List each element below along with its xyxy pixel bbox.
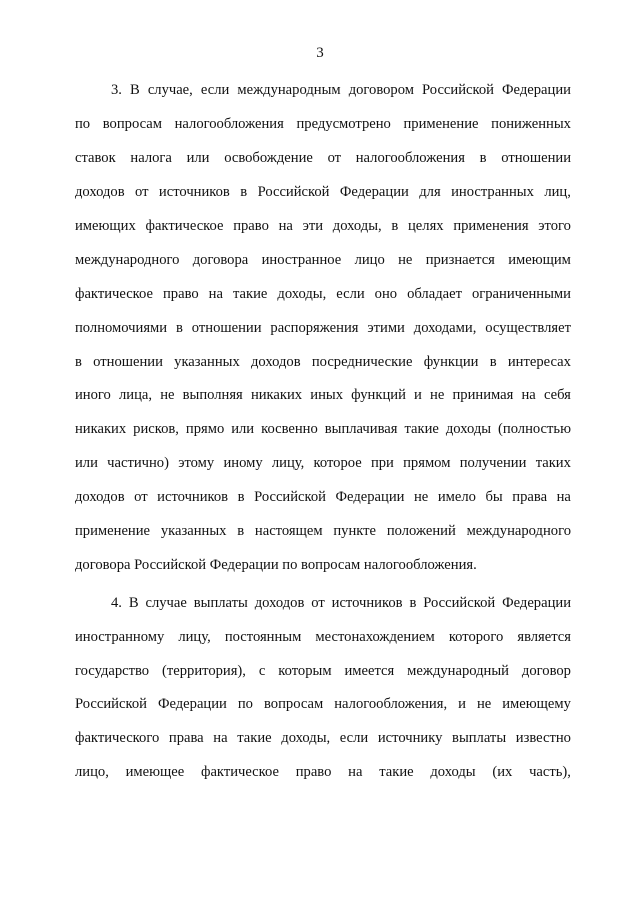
word: доходы, [332, 218, 382, 234]
word: право [295, 764, 332, 781]
word: В [130, 82, 140, 99]
word: налогообложения [355, 150, 465, 167]
text-line [75, 277, 571, 311]
word: договора [192, 251, 249, 268]
word: на [348, 764, 363, 781]
word: договором [348, 82, 414, 99]
text-line [75, 481, 571, 515]
word: отношении [191, 319, 262, 336]
word: для [419, 184, 441, 201]
word: случае [145, 594, 187, 611]
word: международный [407, 662, 509, 679]
word: является [517, 628, 571, 645]
word: и [458, 696, 466, 713]
word: доходы, [277, 285, 327, 302]
word: источников [331, 594, 403, 611]
word: ограниченными [471, 285, 571, 302]
page-number: 3 [316, 45, 324, 61]
text-line [75, 176, 571, 210]
word: в [479, 150, 487, 167]
word: иностранное [261, 251, 342, 268]
word: таких [535, 455, 571, 472]
word: не [414, 489, 429, 506]
word: никаких [250, 387, 303, 404]
word: имеющее [125, 764, 185, 781]
word: Федерации [502, 82, 571, 99]
word: в [237, 489, 245, 506]
text-line [75, 586, 571, 620]
word: эти [302, 218, 324, 234]
word: доходы [430, 764, 476, 781]
word: доходы [445, 421, 492, 438]
word: права [168, 730, 204, 747]
word: не [430, 387, 445, 404]
word: применение [403, 116, 479, 133]
word: осуществляет [485, 319, 571, 336]
word: имеющих [75, 218, 136, 234]
word: 4. [111, 594, 122, 611]
word: прямо [185, 421, 225, 438]
word: доходов [254, 594, 305, 611]
word: такие [379, 764, 414, 781]
word: налогообложения [174, 116, 284, 133]
word: получении [459, 455, 527, 472]
word: не [160, 387, 175, 404]
word: иностранному [75, 628, 165, 645]
word: настоящем [254, 523, 323, 540]
word: себя [543, 387, 571, 404]
word: случае, [147, 82, 193, 99]
word: часть), [529, 764, 571, 781]
word: известно [515, 730, 571, 747]
word: источников [157, 489, 229, 506]
word: Российской [75, 696, 147, 713]
word: пониженных [491, 116, 571, 133]
word: отношении [501, 150, 571, 167]
word: в [75, 353, 82, 370]
word: имеющему [502, 696, 571, 713]
word: такие [232, 285, 268, 302]
word: доходов [75, 489, 125, 506]
word: Федерации [335, 489, 405, 506]
word: частично) [107, 455, 169, 472]
word: договор [521, 662, 571, 679]
word: в [409, 594, 417, 611]
word: и [414, 387, 422, 404]
word: никаких [75, 421, 127, 438]
word: вопросам [102, 116, 162, 133]
word: такие [404, 421, 439, 438]
word: доходы, [281, 730, 331, 747]
word: на [521, 387, 536, 404]
word: иных [310, 387, 343, 404]
paragraph-4 [75, 586, 571, 789]
word: постоянным [224, 628, 302, 645]
text-line [75, 345, 571, 379]
word: выплачивая [324, 421, 398, 438]
text-line [75, 108, 571, 142]
word: местонахождением [315, 628, 435, 645]
word: интересах [507, 353, 571, 370]
text-line [75, 722, 571, 756]
word: на [213, 730, 228, 747]
word: лицо [354, 251, 385, 268]
word: государство [75, 662, 150, 679]
word: или [75, 455, 98, 472]
text-line [75, 311, 571, 345]
word: лицу, [178, 628, 211, 645]
word: В [128, 594, 139, 611]
line-text: договора Российской Федерации по вопросам налогообложения. [75, 556, 477, 573]
paragraph-3 [75, 74, 571, 582]
word: лицу, [271, 455, 305, 472]
word: этого [538, 218, 571, 234]
word: международного [466, 523, 571, 540]
word: (территория), [162, 662, 246, 679]
word: права [512, 489, 548, 506]
word: фактического [75, 730, 160, 747]
word: право [162, 285, 199, 302]
word: не [476, 696, 492, 713]
word: лицо, [75, 764, 109, 781]
word: иностранных [451, 184, 534, 201]
word: посреднические [311, 353, 413, 370]
text-line [75, 243, 571, 277]
word: источников [158, 184, 230, 201]
word: указанных [174, 353, 240, 370]
word: рисков, [133, 421, 179, 438]
word: ставок [75, 150, 116, 167]
word: Российской [257, 184, 330, 201]
text-line [75, 548, 571, 582]
word: в [391, 218, 399, 234]
word: признается [425, 251, 495, 268]
word: на [556, 489, 571, 506]
word: выплаты [452, 730, 507, 747]
word: налога [130, 150, 172, 167]
word: с [258, 662, 266, 679]
word: имело [437, 489, 476, 506]
word: распоряжения [270, 319, 359, 336]
word: освобождение [224, 150, 313, 167]
text-line [75, 210, 571, 244]
word: бы [485, 489, 503, 506]
word: косвенно [261, 421, 318, 438]
word: функции [423, 353, 479, 370]
text-line [75, 654, 571, 688]
word: Российской [423, 594, 496, 611]
word: по [237, 696, 253, 713]
word: имеется [344, 662, 395, 679]
word: Федерации [339, 184, 409, 201]
word: доходов [251, 353, 301, 370]
word: на [208, 285, 223, 302]
word: целях [408, 218, 444, 234]
word: этому [178, 455, 215, 472]
text-line [75, 515, 571, 549]
word: в [175, 319, 183, 336]
word: пункте [333, 523, 377, 540]
word: Федерации [157, 696, 227, 713]
word: от [327, 150, 342, 167]
word: иному [223, 455, 263, 472]
word: имеющим [508, 251, 571, 268]
word: иного [75, 387, 111, 404]
word: на [278, 218, 293, 234]
word: (полностью [498, 421, 571, 438]
word: если [339, 730, 369, 747]
word: в [240, 184, 248, 201]
word: международного [75, 251, 180, 268]
word: Российской [422, 82, 494, 99]
word: обладает [407, 285, 462, 302]
word: которым [278, 662, 332, 679]
word: оно [374, 285, 398, 302]
word: налогообложения, [334, 696, 448, 713]
word: фактическое [75, 285, 153, 302]
word: доходов [75, 184, 125, 201]
word: этими [367, 319, 405, 336]
document-body [75, 74, 571, 790]
word: выполняя [182, 387, 243, 404]
word: от [135, 184, 149, 201]
word: фактическое [200, 764, 279, 781]
word: которого [448, 628, 504, 645]
word: выплаты [193, 594, 248, 611]
word: применение [75, 523, 151, 540]
word: положений [386, 523, 456, 540]
text-line [75, 756, 571, 790]
word: или [186, 150, 210, 167]
word: указанных [160, 523, 227, 540]
text-line [75, 379, 571, 413]
word: не [398, 251, 413, 268]
word: или [231, 421, 255, 438]
word: вопросам [264, 696, 324, 713]
text-line [75, 688, 571, 722]
word: в [237, 523, 245, 540]
word: Российской [254, 489, 326, 506]
word: такие [237, 730, 272, 747]
word: лица, [119, 387, 153, 404]
word: (их [492, 764, 513, 781]
word: полномочиями [75, 319, 168, 336]
word: отношении [93, 353, 163, 370]
word: право [233, 218, 269, 234]
text-line [75, 142, 571, 176]
text-line [75, 413, 571, 447]
word: в [489, 353, 497, 370]
word: 3. [111, 82, 122, 99]
word: международным [237, 82, 341, 99]
word: предусмотрено [296, 116, 391, 133]
word: применения [453, 218, 529, 234]
word: от [311, 594, 325, 611]
word: фактическое [145, 218, 224, 234]
word: доходами, [413, 319, 477, 336]
text-line [75, 620, 571, 654]
word: лиц, [544, 184, 571, 201]
text-line [75, 447, 571, 481]
word: при [370, 455, 394, 472]
word: которое [313, 455, 362, 472]
word: прямом [403, 455, 451, 472]
word: по [75, 116, 91, 133]
word: от [134, 489, 148, 506]
text-line [75, 74, 571, 108]
word: если [200, 82, 230, 99]
word: если [336, 285, 365, 302]
word: принимая [452, 387, 514, 404]
word: источнику [377, 730, 443, 747]
word: функций [351, 387, 406, 404]
word: Федерации [502, 594, 571, 611]
